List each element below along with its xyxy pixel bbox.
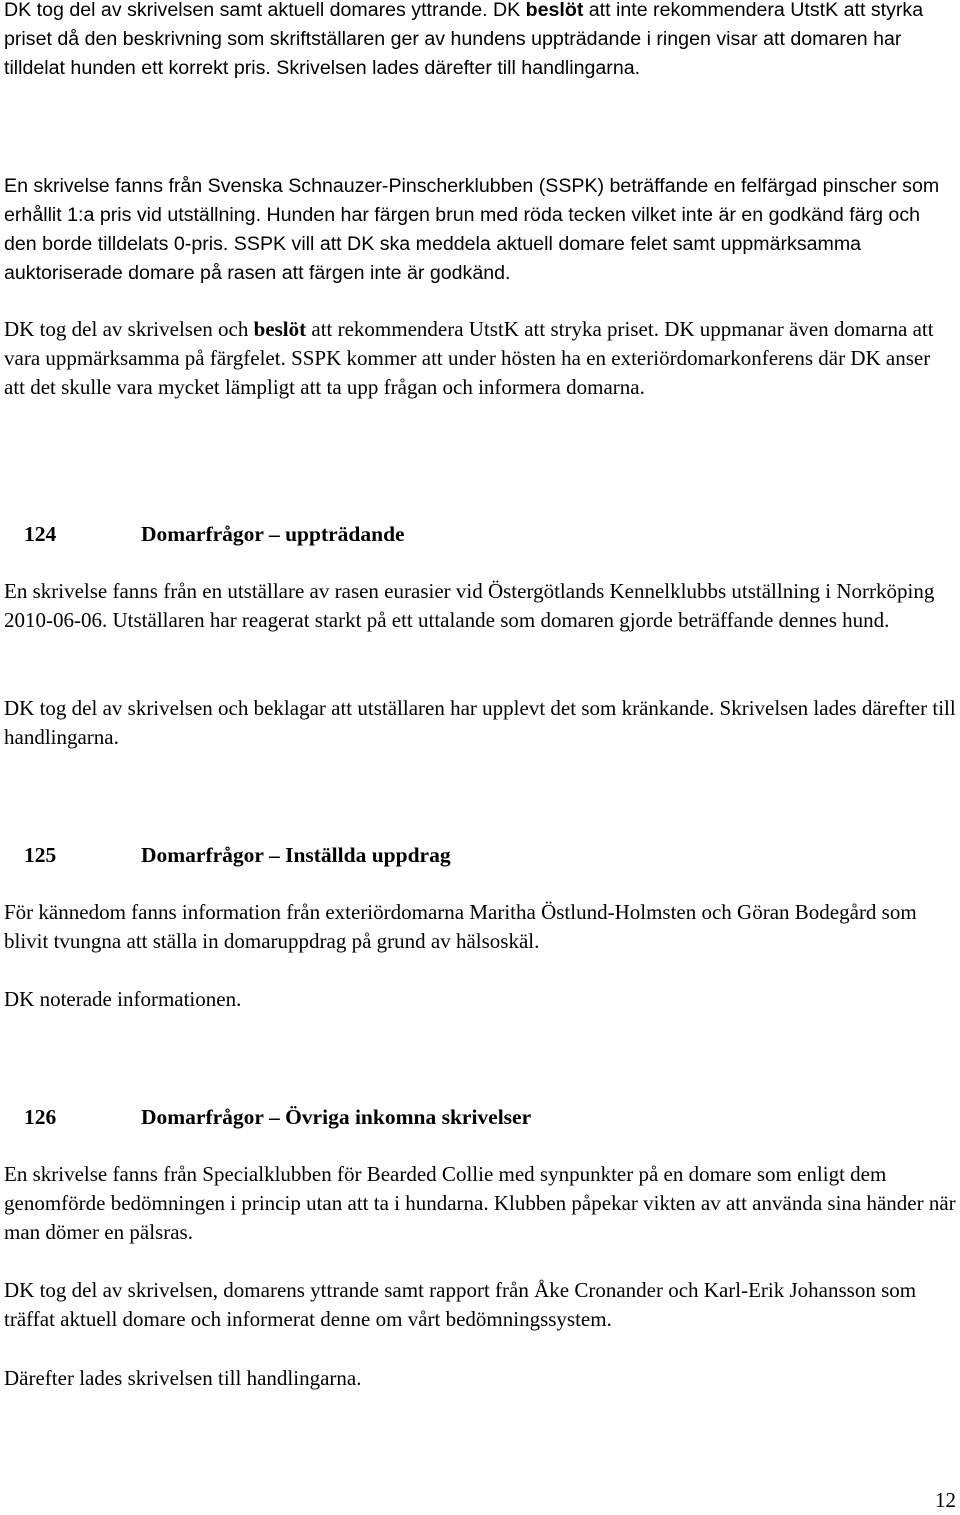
- section-title: Domarfrågor – Inställda uppdrag: [141, 843, 451, 867]
- section-125-paragraph-2: DK noterade informationen.: [4, 987, 242, 1011]
- section-title: Domarfrågor – uppträdande: [141, 522, 405, 546]
- section-126-paragraph-3: Därefter lades skrivelsen till handlingarna.: [4, 1366, 362, 1390]
- intro-paragraph-2: En skrivelse fanns från Svenska Schnauzer-Pinscherklubben (SSPK) beträffande en felfärgad pinscher som erhållit 1:a pris vid utställning. Hunden har färgen brun med röda tecken vilket inte är en godkänd färg och den borde tilldelats 0-pris. SSPK vill att DK ska meddela aktuell domare felet samt uppmärksamma auktoriserade domare på rasen att färgen inte är godkänd.: [4, 175, 940, 284]
- section-125-paragraph-1: För kännedom fanns information från exteriördomarna Maritha Östlund-Holmsten och Göran Bodegård som blivit tvungna att ställa in domaruppdrag på grund av hälsoskäl.: [4, 900, 917, 953]
- intro-paragraph-1-text-b: att inte rekommendera UtstK att styrka priset då den beskrivning som skriftställaren ger av hundens uppträdande i ringen visar att domaren har tilldelat hunden ett korrekt pris. Skrivelsen lades därefter till handlingarna.: [4, 0, 924, 79]
- page-number: 12: [935, 1488, 956, 1512]
- intro-paragraph-1-text-a: DK tog del av skrivelsen samt aktuell domares yttrande. DK: [4, 0, 526, 21]
- section-124-heading: [4, 519, 956, 549]
- section-number: 125: [24, 843, 57, 867]
- section-title: Domarfrågor – Övriga inkomna skrivelser: [141, 1105, 532, 1129]
- intro-paragraph-3-text-b: att rekommendera UtstK att stryka priset. DK uppmanar även domarna att vara uppmärksamma på färgfelet. SSPK kommer att under hösten ha en exteriördomarkonferens där DK anser att det skulle vara mycket lämpligt att ta upp frågan och informera domarna.: [4, 317, 934, 399]
- section-124-paragraph-1: En skrivelse fanns från en utställare av rasen eurasier vid Östergötlands Kennelklubbs utställning i Norrköping 2010-06-06. Utställaren har reagerat starkt på ett uttalande som domaren gjorde beträffande dennes hund.: [4, 579, 935, 632]
- section-126-paragraph-2: DK tog del av skrivelsen, domarens yttrande samt rapport från Åke Cronander och Karl-Erik Johansson som träffat aktuell domare och informerat denne om vårt bedömningssystem.: [4, 1278, 917, 1331]
- intro-paragraph-1: [4, 0, 956, 83]
- section-number: 126: [24, 1105, 57, 1129]
- section-126-paragraph-1: En skrivelse fanns från Specialklubben för Bearded Collie med synpunkter på en domare som enligt dem genomförde bedömningen i princip utan att ta i hundarna. Klubben påpekar vikten av att använda sina händer när man dömer en pälsras.: [4, 1162, 956, 1244]
- section-125-heading: [4, 840, 956, 870]
- section-124-paragraph-2: DK tog del av skrivelsen och beklagar att utställaren har upplevt det som kränkande. Skrivelsen lades därefter till handlingarna.: [4, 696, 956, 749]
- intro-paragraph-3-text-a: DK tog del av skrivelsen och: [4, 317, 254, 341]
- section-126-heading: [4, 1102, 956, 1132]
- intro-paragraph-3-bold: beslöt: [253, 317, 307, 341]
- intro-paragraph-1-bold: beslöt: [525, 0, 584, 21]
- section-number: 124: [24, 522, 57, 546]
- intro-paragraph-3: [4, 315, 956, 402]
